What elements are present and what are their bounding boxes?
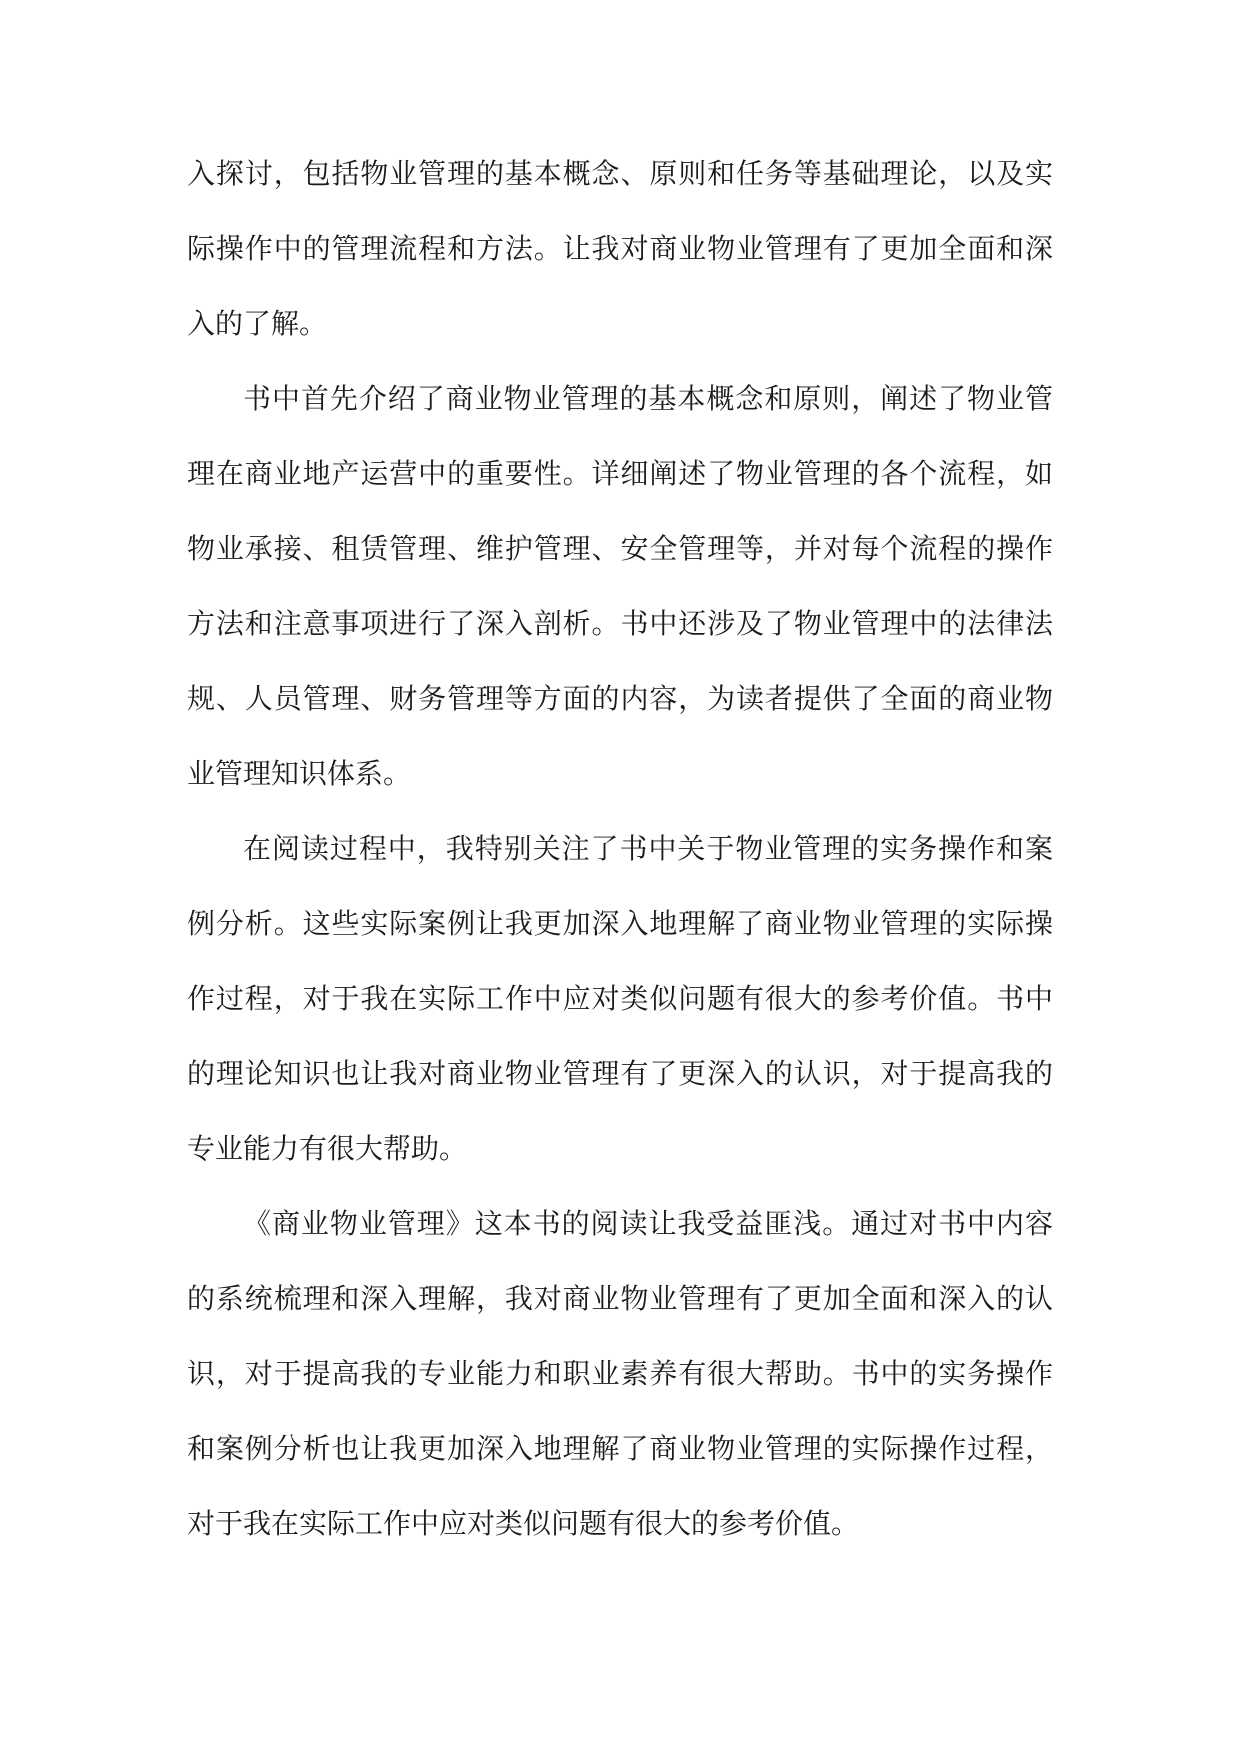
text-line: 识，对于提高我的专业能力和职业素养有很大帮助。书中的实务操作 <box>187 1357 1053 1390</box>
text-line: 业管理知识体系。 <box>187 757 412 790</box>
text-line: 物业承接、租赁管理、维护管理、安全管理等，并对每个流程的操作 <box>187 532 1053 565</box>
text-line: 在阅读过程中，我特别关注了书中关于物业管理的实务操作和案 <box>243 832 1053 865</box>
text-line: 《商业物业管理》这本书的阅读让我受益匪浅。通过对书中内容 <box>243 1207 1053 1240</box>
document-body <box>187 136 1053 1561</box>
paragraph <box>187 811 1053 1186</box>
text-line: 书中首先介绍了商业物业管理的基本概念和原则，阐述了物业管 <box>243 382 1053 415</box>
text-line: 际操作中的管理流程和方法。让我对商业物业管理有了更加全面和深 <box>187 232 1053 265</box>
text-line: 的系统梳理和深入理解，我对商业物业管理有了更加全面和深入的认 <box>187 1282 1053 1315</box>
paragraph <box>187 1186 1053 1561</box>
text-line: 方法和注意事项进行了深入剖析。书中还涉及了物业管理中的法律法 <box>187 607 1053 640</box>
text-line: 的理论知识也让我对商业物业管理有了更深入的认识，对于提高我的 <box>187 1057 1053 1090</box>
text-line: 入的了解。 <box>187 307 328 340</box>
text-line: 例分析。这些实际案例让我更加深入地理解了商业物业管理的实际操 <box>187 907 1053 940</box>
text-line: 入探讨，包括物业管理的基本概念、原则和任务等基础理论，以及实 <box>187 157 1053 190</box>
paragraph <box>187 136 1053 361</box>
text-line: 作过程，对于我在实际工作中应对类似问题有很大的参考价值。书中 <box>187 982 1053 1015</box>
text-line: 理在商业地产运营中的重要性。详细阐述了物业管理的各个流程，如 <box>187 457 1053 490</box>
paragraph <box>187 361 1053 811</box>
text-line: 和案例分析也让我更加深入地理解了商业物业管理的实际操作过程， <box>187 1432 1053 1465</box>
text-line: 专业能力有很大帮助。 <box>187 1132 468 1165</box>
text-line: 对于我在实际工作中应对类似问题有很大的参考价值。 <box>187 1507 860 1540</box>
text-line: 规、人员管理、财务管理等方面的内容，为读者提供了全面的商业物 <box>187 682 1053 715</box>
